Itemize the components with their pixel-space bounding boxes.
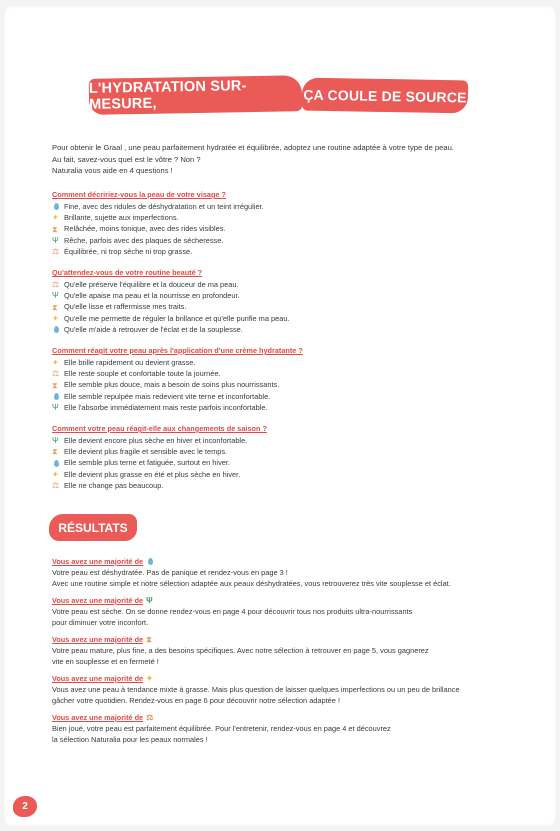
sparkle-icon: ✦	[52, 469, 59, 479]
sparkle-icon: ✦	[146, 674, 153, 683]
result-item	[52, 596, 522, 628]
question-title: Comment votre peau réagit-elle aux changements de saison ?	[52, 424, 267, 433]
answer-text: Elle semble repulpée mais redevient vite terne et inconfortable.	[64, 391, 271, 401]
answer-text: Elle semble plus terne et fatiguée, surtout en hiver.	[64, 458, 230, 468]
answer-text: Équilibrée, ni trop sèche ni trop grasse.	[64, 246, 193, 256]
question-section	[52, 190, 522, 257]
question-section	[52, 424, 522, 491]
answer-item	[52, 379, 522, 390]
answer-text: Elle devient plus grasse en été et plus sèche en hiver.	[64, 469, 241, 479]
answer-text: Rêche, parfois avec des plaques de sécheresse.	[64, 235, 224, 245]
answer-text: Qu'elle m'aide à retrouver de l'éclat et de la souplesse.	[64, 324, 243, 334]
answer-item	[52, 357, 522, 368]
answer-text: Elle ne change pas beaucoup.	[64, 480, 164, 490]
intro-line: Au fait, savez-vous quel est le vôtre ? Non ?	[52, 154, 201, 164]
page-number-badge: 2	[13, 796, 37, 817]
drop-icon	[52, 392, 61, 401]
answer-item	[52, 235, 522, 246]
answer-item	[52, 223, 522, 234]
hourglass-icon: ⧗	[146, 635, 152, 644]
result-text: la sélection Naturalia pour les peaux normales !	[52, 735, 208, 745]
majority-label: Vous avez une majorité de	[52, 596, 144, 605]
result-text: Votre peau est déshydratée. Pas de panique et rendez-vous en page 3 !	[52, 568, 288, 577]
majority-label: Vous avez une majorité de	[52, 557, 144, 566]
cactus-icon: Ψ	[52, 235, 59, 245]
answer-item	[52, 368, 522, 379]
result-text: Vous avez une peau à tendance mixte à grasse. Mais plus question de laisser quelques imperfections ou un peu de brillance	[52, 685, 460, 694]
title-banner-part2: ÇA COULE DE SOURCE	[302, 78, 469, 114]
sparkle-icon: ✦	[52, 358, 59, 368]
balance-icon: ⚖	[52, 280, 60, 290]
answer-item	[52, 290, 522, 301]
intro-line: Pour obtenir le Graal , une peau parfaitement hydratée et équilibrée, adoptez une routine adaptée à votre type de peau.	[52, 143, 454, 152]
balance-icon: ⚖	[52, 369, 60, 379]
majority-label: Vous avez une majorité de	[52, 674, 144, 683]
sparkle-icon: ✦	[52, 313, 59, 323]
answer-text: Qu'elle préserve l'équilibre et la douceur de ma peau.	[64, 280, 239, 289]
answer-text: Elle devient encore plus sèche en hiver et inconfortable.	[64, 436, 248, 445]
balance-icon: ⚖	[52, 246, 60, 256]
answer-item	[52, 313, 522, 324]
answer-text: Qu'elle apaise ma peau et la nourrisse en profondeur.	[64, 291, 240, 301]
question-section	[52, 268, 522, 335]
answer-text: Elle brille rapidement ou devient grasse.	[64, 358, 196, 367]
answer-text: Elle reste souple et confortable toute la journée.	[64, 369, 221, 379]
answer-text: Brillante, sujette aux imperfections.	[64, 213, 179, 223]
result-item	[52, 674, 522, 706]
drop-icon	[146, 557, 155, 566]
answer-item	[52, 246, 522, 257]
result-text: vite en souplesse et en fermeté !	[52, 657, 159, 667]
answer-item	[52, 279, 522, 290]
answer-item	[52, 301, 522, 312]
results-banner: RÉSULTATS	[49, 514, 137, 541]
balance-icon: ⚖	[146, 713, 154, 722]
answer-item	[52, 212, 522, 223]
answer-text: Relâchée, moins tonique, avec des rides visibles.	[64, 224, 226, 234]
answer-text: Elle devient plus fragile et sensible avec le temps.	[64, 447, 228, 457]
intro-text	[52, 142, 522, 177]
answer-item	[52, 201, 522, 212]
cactus-icon: Ψ	[146, 596, 153, 605]
result-text: Avec une routine simple et notre sélection adaptée aux peaux déshydratées, vous retrouverez très vite souplesse et éclat.	[52, 579, 451, 589]
cactus-icon: Ψ	[52, 291, 59, 301]
result-text: Bien joué, votre peau est parfaitement équilibrée. Pour l'entretenir, rendez-vous en page 4 et découvrez	[52, 724, 391, 733]
result-heading	[52, 596, 522, 605]
result-item	[52, 557, 522, 589]
hourglass-icon: ⧗	[52, 302, 58, 312]
result-text: pour diminuer votre inconfort.	[52, 618, 149, 628]
result-heading	[52, 713, 522, 722]
answer-item	[52, 435, 522, 446]
drop-icon	[52, 459, 61, 468]
answer-item	[52, 480, 522, 491]
question-section	[52, 346, 522, 413]
title-banner-part1: L'HYDRATATION SUR-MESURE,	[89, 75, 303, 115]
answer-item	[52, 324, 522, 335]
answer-item	[52, 402, 522, 413]
cactus-icon: Ψ	[52, 436, 59, 446]
answer-item	[52, 446, 522, 457]
answer-text: Elle semble plus douce, mais a besoin de soins plus nourrissants.	[64, 380, 280, 390]
result-item	[52, 713, 522, 745]
drop-icon	[52, 325, 61, 334]
answer-text: Fine, avec des ridules de déshydratation et un teint irrégulier.	[64, 202, 264, 211]
result-heading	[52, 674, 522, 683]
majority-label: Vous avez une majorité de	[52, 713, 144, 722]
answer-text: Qu'elle lisse et raffermisse mes traits.	[64, 302, 187, 312]
question-title: Comment décririez-vous la peau de votre visage ?	[52, 190, 226, 199]
intro-line: Naturalia vous aide en 4 questions !	[52, 166, 173, 175]
cactus-icon: Ψ	[52, 402, 59, 412]
hourglass-icon: ⧗	[52, 447, 58, 457]
result-item	[52, 635, 522, 667]
question-title: Comment réagit votre peau après l'application d'une crème hydratante ?	[52, 346, 303, 355]
result-text: gâcher votre quotidien. Rendez-vous en page 6 pour découvrir notre sélection adaptée !	[52, 696, 341, 706]
hourglass-icon: ⧗	[52, 224, 58, 234]
hourglass-icon: ⧗	[52, 380, 58, 390]
result-heading	[52, 635, 522, 644]
result-text: Votre peau mature, plus fine, a des besoins spécifiques. Avec notre sélection à retrouver en page 5, vous gagnerez	[52, 646, 429, 655]
majority-label: Vous avez une majorité de	[52, 635, 144, 644]
sparkle-icon: ✦	[52, 213, 59, 223]
drop-icon	[52, 202, 61, 211]
answer-item	[52, 469, 522, 480]
answer-text: Elle l'absorbe immédiatement mais reste parfois inconfortable.	[64, 402, 268, 412]
answer-item	[52, 457, 522, 468]
result-text: Votre peau est sèche. On se donne rendez-vous en page 4 pour découvrir tous nos produits ultra-nourrissants	[52, 607, 413, 616]
answer-item	[52, 391, 522, 402]
question-title: Qu'attendez-vous de votre routine beauté ?	[52, 268, 203, 277]
answer-text: Qu'elle me permette de réguler la brillance et qu'elle purifie ma peau.	[64, 313, 290, 323]
balance-icon: ⚖	[52, 480, 60, 490]
result-heading	[52, 557, 522, 566]
